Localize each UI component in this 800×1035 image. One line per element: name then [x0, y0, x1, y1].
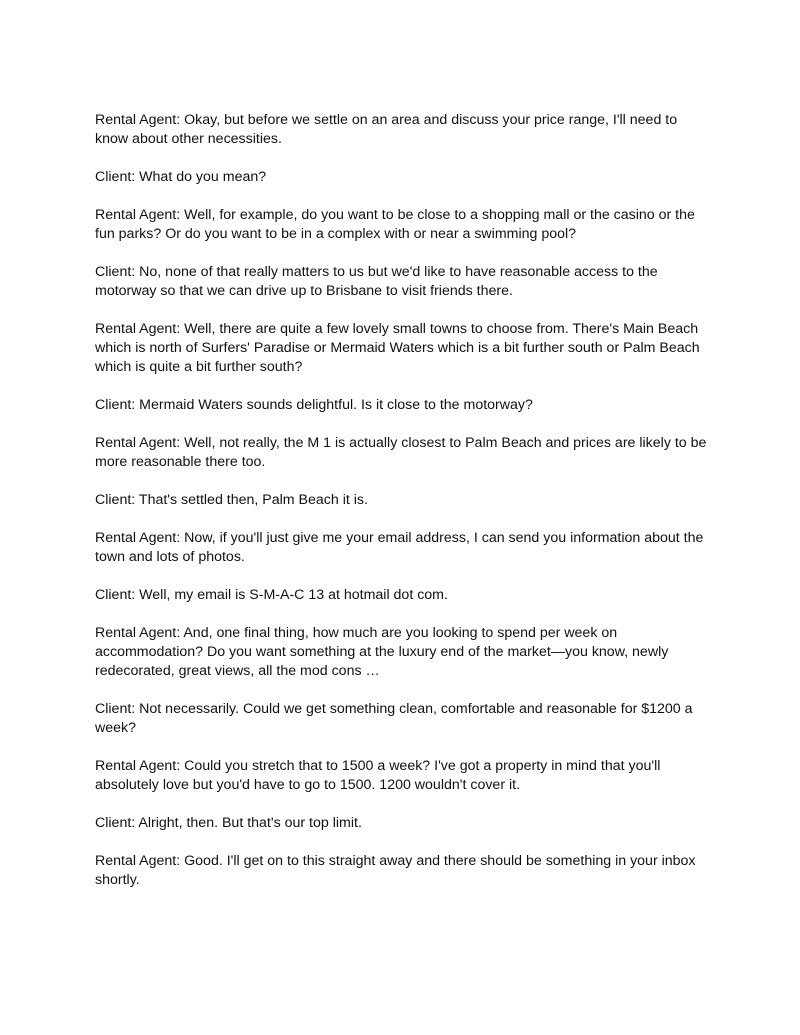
dialogue-line-client: Client: Alright, then. But that's our top limit. [95, 815, 362, 831]
dialogue-line-agent: Rental Agent: Now, if you'll just give me your email address, I can send you information about the town and lots of photos. [95, 530, 704, 565]
dialogue-line-agent: Rental Agent: Well, for example, do you want to be close to a shopping mall or the casino or the fun parks? Or do you want to be in a complex with or near a swimming pool? [95, 207, 695, 242]
dialogue-transcript [95, 111, 710, 909]
dialogue-line-agent: Rental Agent: Well, there are quite a few lovely small towns to choose from. There's Main Beach which is north of Surfers' Paradise or Mermaid Waters which is a bit further south or Palm Beach which is quite a bit further south? [95, 321, 700, 375]
dialogue-line-agent: Rental Agent: Could you stretch that to 1500 a week? I've got a property in mind that you'll absolutely love but you'd have to go to 1500. 1200 wouldn't cover it. [95, 758, 661, 793]
dialogue-line-client: Client: Not necessarily. Could we get something clean, comfortable and reasonable for $1200 a week? [95, 701, 693, 736]
dialogue-line-client: Client: That's settled then, Palm Beach it is. [95, 492, 368, 508]
dialogue-line-agent: Rental Agent: Okay, but before we settle on an area and discuss your price range, I'll need to know about other necessities. [95, 112, 678, 147]
dialogue-line-client: Client: Mermaid Waters sounds delightful. Is it close to the motorway? [95, 397, 533, 413]
dialogue-line-client: Client: No, none of that really matters to us but we'd like to have reasonable access to the motorway so that we can drive up to Brisbane to visit friends there. [95, 264, 658, 299]
dialogue-line-agent: Rental Agent: And, one final thing, how much are you looking to spend per week on accommodation? Do you want something at the luxury end of the market—you know, newly redecorated, great views, all the mod cons … [95, 625, 669, 679]
dialogue-line-client: Client: Well, my email is S-M-A-C 13 at hotmail dot com. [95, 587, 448, 603]
dialogue-line-agent: Rental Agent: Good. I'll get on to this straight away and there should be something in your inbox shortly. [95, 853, 696, 888]
dialogue-line-agent: Rental Agent: Well, not really, the M 1 is actually closest to Palm Beach and prices are likely to be more reasonable there too. [95, 435, 707, 470]
dialogue-line-client: Client: What do you mean? [95, 169, 267, 185]
